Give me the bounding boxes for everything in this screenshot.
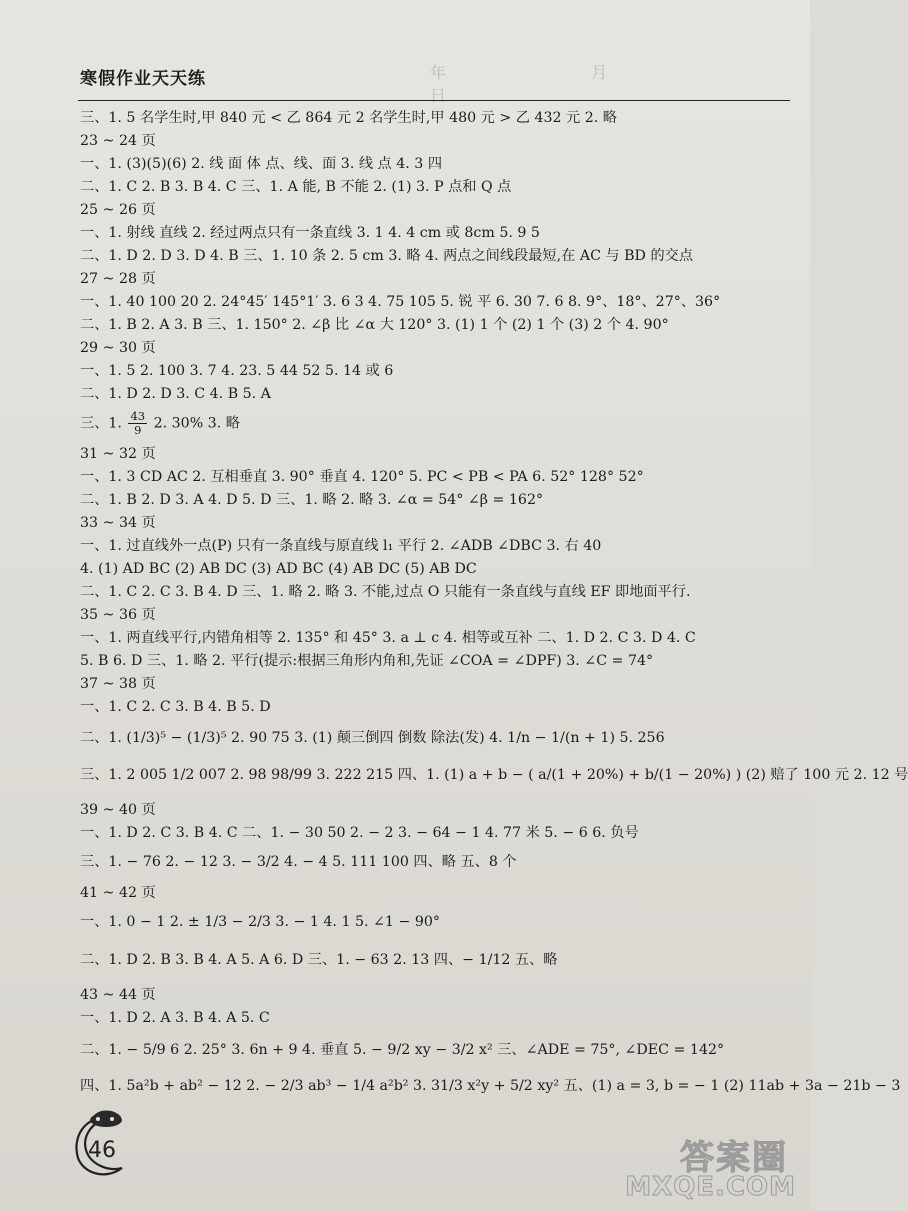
- page-range-heading: 29 ~ 30 页: [80, 340, 156, 356]
- page-number: 46: [88, 1138, 116, 1163]
- answer-line: 一、1. 0 − 1 2. ± 1/3 − 2/3 3. − 1 4. 1 5. ∠1 − 90°: [80, 914, 440, 930]
- answer-line: 一、1. 3 CD AC 2. 互相垂直 3. 90° 垂直 4. 120° 5. PC < PB < PA 6. 52° 128° 52°: [80, 469, 644, 485]
- page-range-heading: 25 ~ 26 页: [80, 202, 156, 218]
- answer-line: 一、1. 过直线外一点(P) 只有一条直线与原直线 l₁ 平行 2. ∠ADB ∠DBC 3. 右 40: [80, 538, 602, 554]
- answer-line: 二、1. C 2. C 3. B 4. D 三、1. 略 2. 略 3. 不能,过点 O 只能有一条直线与直线 EF 即地面平行.: [80, 584, 691, 600]
- answer-suffix: 2. 30% 3. 略: [153, 415, 240, 432]
- answer-line: 二、1. − 5/9 6 2. 25° 3. 6n + 9 4. 垂直 5. − 9/2 xy − 3/2 x² 三、∠ADE = 75°, ∠DEC = 142°: [80, 1042, 725, 1058]
- answer-line: 4. (1) AD BC (2) AB DC (3) AD BC (4) AB DC (5) AB DC: [80, 561, 477, 577]
- answer-line: 三、1. 2 005 1/2 007 2. 98 98/99 3. 222 215 四、1. (1) a + b − ( a/(1 + 20%) + b/(1 − 20%) ) (2) 赔了 100 元 2. 12 号: [80, 767, 908, 783]
- page-range-heading: 43 ~ 44 页: [80, 987, 156, 1003]
- answer-line: 一、1. 两直线平行,内错角相等 2. 135° 和 45° 3. a ⊥ c 4. 相等或互补 二、1. D 2. C 3. D 4. C: [80, 630, 696, 646]
- page-range-heading: 31 ~ 32 页: [80, 446, 156, 462]
- watermark-url: MXQE.COM: [625, 1172, 796, 1202]
- answer-line: 三、1. − 76 2. − 12 3. − 3/2 4. − 4 5. 111 100 四、略 五、8 个: [80, 854, 517, 870]
- answer-line: 二、1. C 2. B 3. B 4. C 三、1. A 能, B 不能 2. (1) 3. P 点和 Q 点: [80, 179, 512, 195]
- page-range-heading: 27 ~ 28 页: [80, 271, 156, 287]
- answer-line: 一、1. D 2. C 3. B 4. C 二、1. − 30 50 2. − 2 3. − 64 − 1 4. 77 米 5. − 6 6. 负号: [80, 825, 639, 841]
- answer-line: 一、1. D 2. A 3. B 4. A 5. C: [80, 1010, 270, 1026]
- header-divider: [78, 100, 790, 101]
- answer-line: 二、1. D 2. D 3. C 4. B 5. A: [80, 386, 271, 402]
- answer-line: 一、1. (3)(5)(6) 2. 线 面 体 点、线、面 3. 线 点 4. 3 四: [80, 156, 443, 172]
- show-through-text: 年 月 日: [430, 63, 678, 105]
- answer-line: 二、1. B 2. A 3. B 三、1. 150° 2. ∠β 比 ∠α 大 120° 3. (1) 1 个 (2) 1 个 (3) 2 个 4. 90°: [80, 317, 669, 333]
- answer-line-fraction: [80, 410, 240, 437]
- answer-line: 四、1. 5a²b + ab² − 12 2. − 2/3 ab³ − 1/4 a²b² 3. 31/3 x²y + 5/2 xy² 五、(1) a = 3, b = − 1 (2) 11ab + 3a − 21b − 3: [80, 1078, 901, 1094]
- answer-line: 二、1. (1/3)⁵ − (1/3)⁵ 2. 90 75 3. (1) 颠三倒四 倒数 除法(发) 4. 1/n − 1/(n + 1) 5. 256: [80, 730, 665, 746]
- answer-line: 二、1. B 2. D 3. A 4. D 5. D 三、1. 略 2. 略 3. ∠α = 54° ∠β = 162°: [80, 492, 544, 508]
- watermark-logo: 答案圈: [680, 1138, 788, 1178]
- fraction-numerator: 43: [130, 409, 146, 423]
- answer-line: 一、1. 射线 直线 2. 经过两点只有一条直线 3. 1 4. 4 cm 或 8cm 5. 9 5: [80, 225, 540, 241]
- answer-line: 三、1. 5 名学生时,甲 840 元 < 乙 864 元 2 名学生时,甲 480 元 > 乙 432 元 2. 略: [80, 110, 617, 126]
- page-range-heading: 41 ~ 42 页: [80, 885, 156, 901]
- answer-line: 一、1. 40 100 20 2. 24°45′ 145°1′ 3. 6 3 4. 75 105 5. 锐 平 6. 30 7. 6 8. 9°、18°、27°、36°: [80, 294, 721, 310]
- page-range-heading: 35 ~ 36 页: [80, 607, 156, 623]
- answer-prefix: 三、1.: [80, 415, 122, 432]
- answer-line: 一、1. C 2. C 3. B 4. B 5. D: [80, 699, 271, 715]
- book-title: 寒假作业天天练: [80, 69, 206, 89]
- page-range-heading: 39 ~ 40 页: [80, 802, 156, 818]
- page-range-heading: 33 ~ 34 页: [80, 515, 156, 531]
- answer-line: 二、1. D 2. D 3. D 4. B 三、1. 10 条 2. 5 cm 3. 略 4. 两点之间线段最短,在 AC 与 BD 的交点: [80, 248, 694, 264]
- page-range-heading: 23 ~ 24 页: [80, 133, 156, 149]
- answer-line: 二、1. D 2. B 3. B 4. A 5. A 6. D 三、1. − 63 2. 13 四、− 1/12 五、略: [80, 952, 558, 968]
- answer-line: 一、1. 5 2. 100 3. 7 4. 23. 5 44 52 5. 14 或 6: [80, 363, 394, 379]
- answer-line: 5. B 6. D 三、1. 略 2. 平行(提示:根据三角形内角和,先证 ∠COA = ∠DPF) 3. ∠C = 74°: [80, 653, 654, 669]
- fraction-denominator: 9: [134, 423, 142, 437]
- fraction: [128, 410, 147, 437]
- page-range-heading: 37 ~ 38 页: [80, 676, 156, 692]
